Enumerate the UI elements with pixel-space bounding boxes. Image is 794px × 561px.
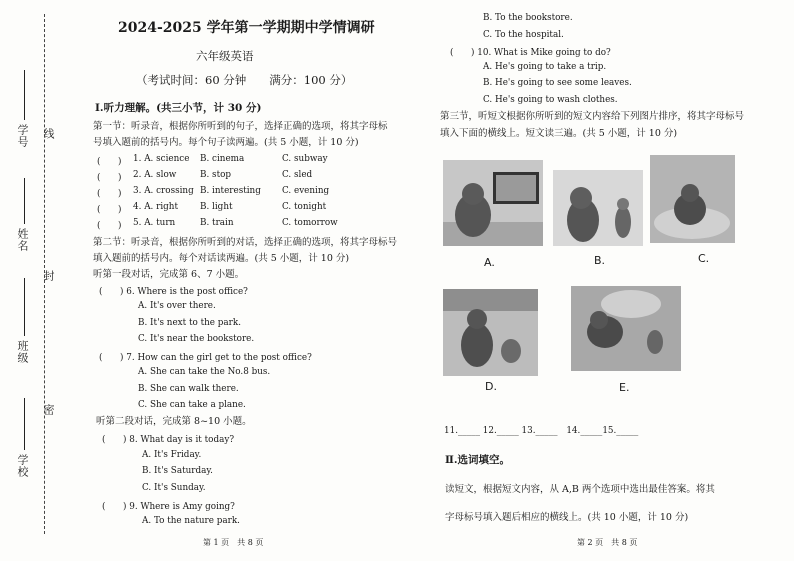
- q10-option-c: C. He's going to wash clothes.: [483, 95, 618, 105]
- question-option-b: B. train: [200, 218, 234, 228]
- part2-heading: Ⅱ.选词填空。: [445, 454, 511, 466]
- picture-c: [650, 155, 735, 243]
- name-blank[interactable]: [24, 178, 25, 224]
- answer-paren[interactable]: ( ): [97, 173, 122, 183]
- question-option-c: C. tomorrow: [282, 218, 338, 228]
- exam-info: （考试时间：60 分钟 满分：100 分）: [136, 73, 353, 87]
- q8-option-b: B. It's Saturday.: [142, 466, 213, 476]
- picture-c-label: C.: [698, 252, 710, 265]
- question-8[interactable]: ( ) 8. What day is it today?: [102, 435, 235, 445]
- q8-option-a: A. It's Friday.: [142, 450, 202, 460]
- binding-label-school: 学校: [16, 454, 29, 478]
- question-option-b: B. interesting: [200, 186, 261, 196]
- part1-heading: Ⅰ.听力理解。(共三小节，计 30 分): [95, 102, 262, 114]
- binding-label-class: 班级: [16, 340, 29, 364]
- sec2-instruction-1: 第二节：听录音，根据你所听到的对话，选择正确的选项，将其字母标号: [93, 237, 398, 248]
- q8-option-c: C. It's Sunday.: [142, 483, 206, 493]
- question-9[interactable]: ( ) 9. Where is Amy going?: [102, 502, 235, 512]
- sec2-instruction-2: 填入题前的括号内。每个对话读两遍。(共 5 小题，计 10 分): [93, 253, 350, 264]
- picture-b-label: B.: [594, 254, 606, 267]
- binding-mark-secret: 密: [42, 404, 55, 416]
- page-footer-left: 第 1 页 共 8 页: [203, 538, 264, 547]
- page-footer-right: 第 2 页 共 8 页: [577, 538, 638, 547]
- question-option-a: 5. A. turn: [133, 218, 176, 228]
- question-option-c: C. evening: [282, 186, 330, 196]
- sec3-instruction-1: 第三节，听短文根据你所听到的短文内容给下列图片排序，将其字母标号: [440, 111, 745, 122]
- part2-instruction-1: 读短文，根据短文内容，从 A,B 两个选项中选出最佳答案。将其: [445, 484, 715, 495]
- answer-paren[interactable]: ( ): [97, 221, 122, 231]
- binding-label-student-id: 学号: [16, 124, 29, 148]
- answer-paren[interactable]: ( ): [97, 157, 122, 167]
- q7-option-b: B. She can walk there.: [138, 384, 239, 394]
- q10-option-a: A. He's going to take a trip.: [483, 62, 607, 72]
- q7-option-c: C. She can take a plane.: [138, 400, 246, 410]
- q9-option-c: C. To the hospital.: [483, 30, 564, 40]
- question-option-b: B. cinema: [200, 154, 245, 164]
- picture-b: [553, 170, 643, 246]
- binding-mark-line: 线: [42, 128, 55, 140]
- part2-instruction-2: 字母标号填入题后相应的横线上。(共 10 小题，计 10 分): [445, 512, 689, 523]
- picture-a: [443, 160, 543, 246]
- picture-a-illustration: [443, 160, 543, 246]
- question-7[interactable]: ( ) 7. How can the girl get to the post office?: [99, 353, 312, 363]
- picture-c-illustration: [650, 155, 735, 243]
- picture-d-illustration: [443, 289, 538, 376]
- picture-e-label: E.: [619, 381, 630, 394]
- question-option-a: 4. A. right: [133, 202, 178, 212]
- question-option-c: C. tonight: [282, 202, 327, 212]
- exam-title: 2024-2025 学年第一学期期中学情调研: [118, 20, 375, 36]
- question-option-c: C. subway: [282, 154, 328, 164]
- question-option-b: B. light: [200, 202, 233, 212]
- answer-blanks[interactable]: 11._____ 12._____ 13._____ 14._____15._____: [444, 426, 639, 436]
- question-option-b: B. stop: [200, 170, 232, 180]
- sec1-instruction-1: 第一节：听录音，根据你所听到的句子，选择正确的选项，将其字母标: [93, 121, 388, 132]
- student-id-blank[interactable]: [24, 70, 25, 120]
- binding-mark-seal: 封: [42, 270, 55, 282]
- picture-e-illustration: [571, 286, 681, 371]
- question-10[interactable]: ( ) 10. What is Mike going to do?: [450, 48, 611, 58]
- q6-option-b: B. It's next to the park.: [138, 318, 241, 328]
- q7-option-a: A. She can take the No.8 bus.: [138, 367, 271, 377]
- answer-paren[interactable]: ( ): [97, 189, 122, 199]
- question-option-a: 1. A. science: [133, 154, 190, 164]
- picture-a-label: A.: [484, 256, 495, 269]
- picture-b-illustration: [553, 170, 643, 246]
- q10-option-b: B. He's going to see some leaves.: [483, 78, 632, 88]
- q9-option-b: B. To the bookstore.: [483, 13, 573, 23]
- dialog2-instruction: 听第二段对话，完成第 8~10 小题。: [96, 416, 252, 427]
- picture-d: [443, 289, 538, 376]
- question-option-c: C. sled: [282, 170, 313, 180]
- picture-e: [571, 286, 681, 371]
- question-6[interactable]: ( ) 6. Where is the post office?: [99, 287, 248, 297]
- exam-subtitle: 六年级英语: [196, 49, 254, 63]
- sec3-instruction-2: 填入下面的横线上。短文读三遍。(共 5 小题，计 10 分): [440, 128, 678, 139]
- class-blank[interactable]: [24, 278, 25, 336]
- q6-option-c: C. It's near the bookstore.: [138, 334, 255, 344]
- answer-paren[interactable]: ( ): [97, 205, 122, 215]
- sec1-instruction-2: 号填入题前的括号内。每个句子读两遍。(共 5 小题，计 10 分): [93, 137, 359, 148]
- question-option-a: 2. A. slow: [133, 170, 177, 180]
- question-option-a: 3. A. crossing: [133, 186, 194, 196]
- q6-option-a: A. It's over there.: [138, 301, 216, 311]
- binding-label-name: 姓名: [16, 228, 29, 252]
- picture-d-label: D.: [485, 380, 497, 393]
- q9-option-a: A. To the nature park.: [142, 516, 240, 526]
- dialog1-instruction: 听第一段对话，完成第 6、7 小题。: [93, 269, 245, 280]
- school-blank[interactable]: [24, 398, 25, 450]
